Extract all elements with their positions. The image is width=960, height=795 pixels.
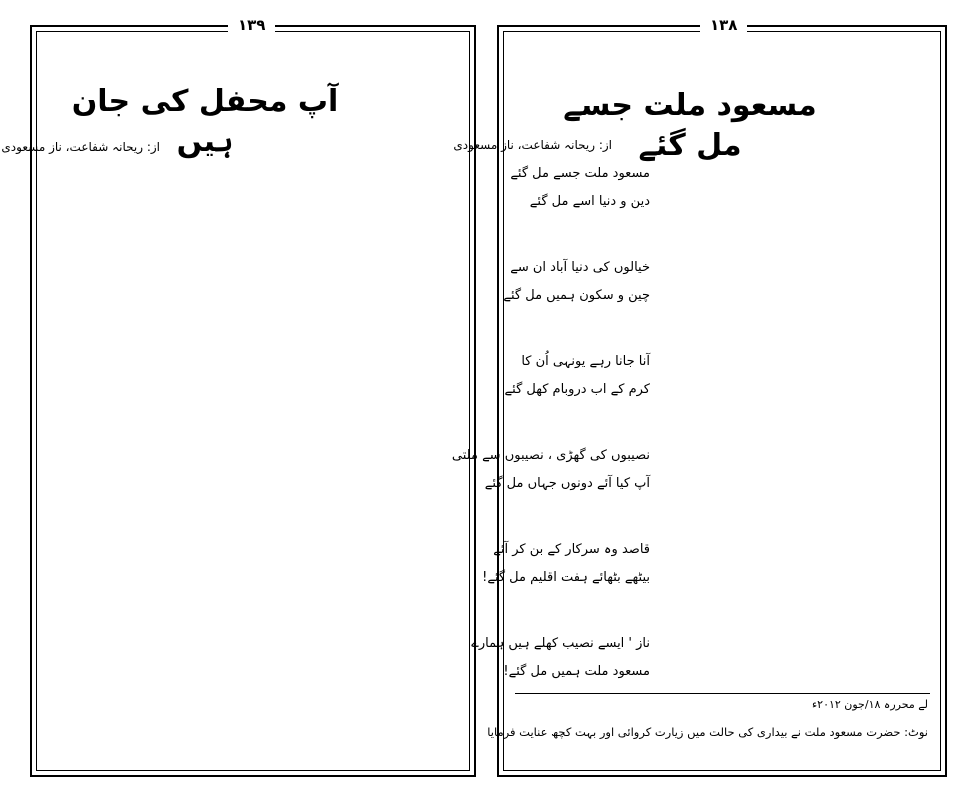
right-page-outer-frame	[497, 25, 947, 777]
verse-line: بیٹھے بٹھائے ہفت اقلیم مل گئے!	[482, 570, 650, 585]
right-poem-title: مسعود ملت جسے مل گئے	[563, 88, 817, 163]
right-page-number: ۱۳۸	[700, 16, 747, 34]
verse-line: مسعود ملت جسے مل گئے	[510, 166, 650, 181]
stanza	[505, 348, 650, 404]
right-poem-author: از: ریحانہ شفاعت، ناز مسعودی	[453, 138, 612, 152]
verse-line: آنا جانا رہے یونہی اُن کا	[521, 354, 650, 369]
stanza	[482, 536, 650, 592]
verse-line: آپ کیا آئے دونوں جہاں مل گئے	[484, 476, 650, 491]
footnote-date: لے محررہ ۱۸/جون ۲۰۱۲ء	[811, 698, 928, 711]
right-page-inner-frame	[503, 31, 941, 771]
stanza	[471, 630, 650, 686]
verse-line: ناز ' ایسے نصیب کھلے ہیں ہمارے	[471, 636, 650, 651]
footnote-note: نوٹ: حضرت مسعود ملت نے بیداری کی حالت میں زیارت کروائی اور بہت کچھ عنایت فرمایا	[487, 725, 928, 739]
verse-line: نصیبوں کی گھڑی ، نصیبوں سے ملتی	[451, 448, 650, 463]
left-poem-author: از: ریحانہ شفاعت، ناز مسعودی	[1, 140, 160, 154]
left-page-number: ۱۳۹	[228, 16, 275, 34]
stanza	[510, 160, 650, 216]
verse-line: چین و سکون ہمیں مل گئے	[503, 288, 650, 303]
verse-line: دین و دنیا اسے مل گئے	[529, 194, 650, 209]
left-poem-title: آپ محفل کی جان ہیں	[71, 84, 339, 159]
verse-line: خیالوں کی دنیا آباد ان سے	[510, 260, 650, 275]
verse-line: کرم کے اب دروبام کھل گئے	[504, 382, 650, 397]
stanza	[503, 254, 650, 310]
verse-line: قاصد وہ سرکار کے بن کر آئے	[493, 542, 650, 557]
stanza	[452, 442, 650, 498]
footnote-rule	[515, 693, 930, 694]
verse-line: مسعود ملت ہمیں مل گئے!	[503, 664, 650, 679]
